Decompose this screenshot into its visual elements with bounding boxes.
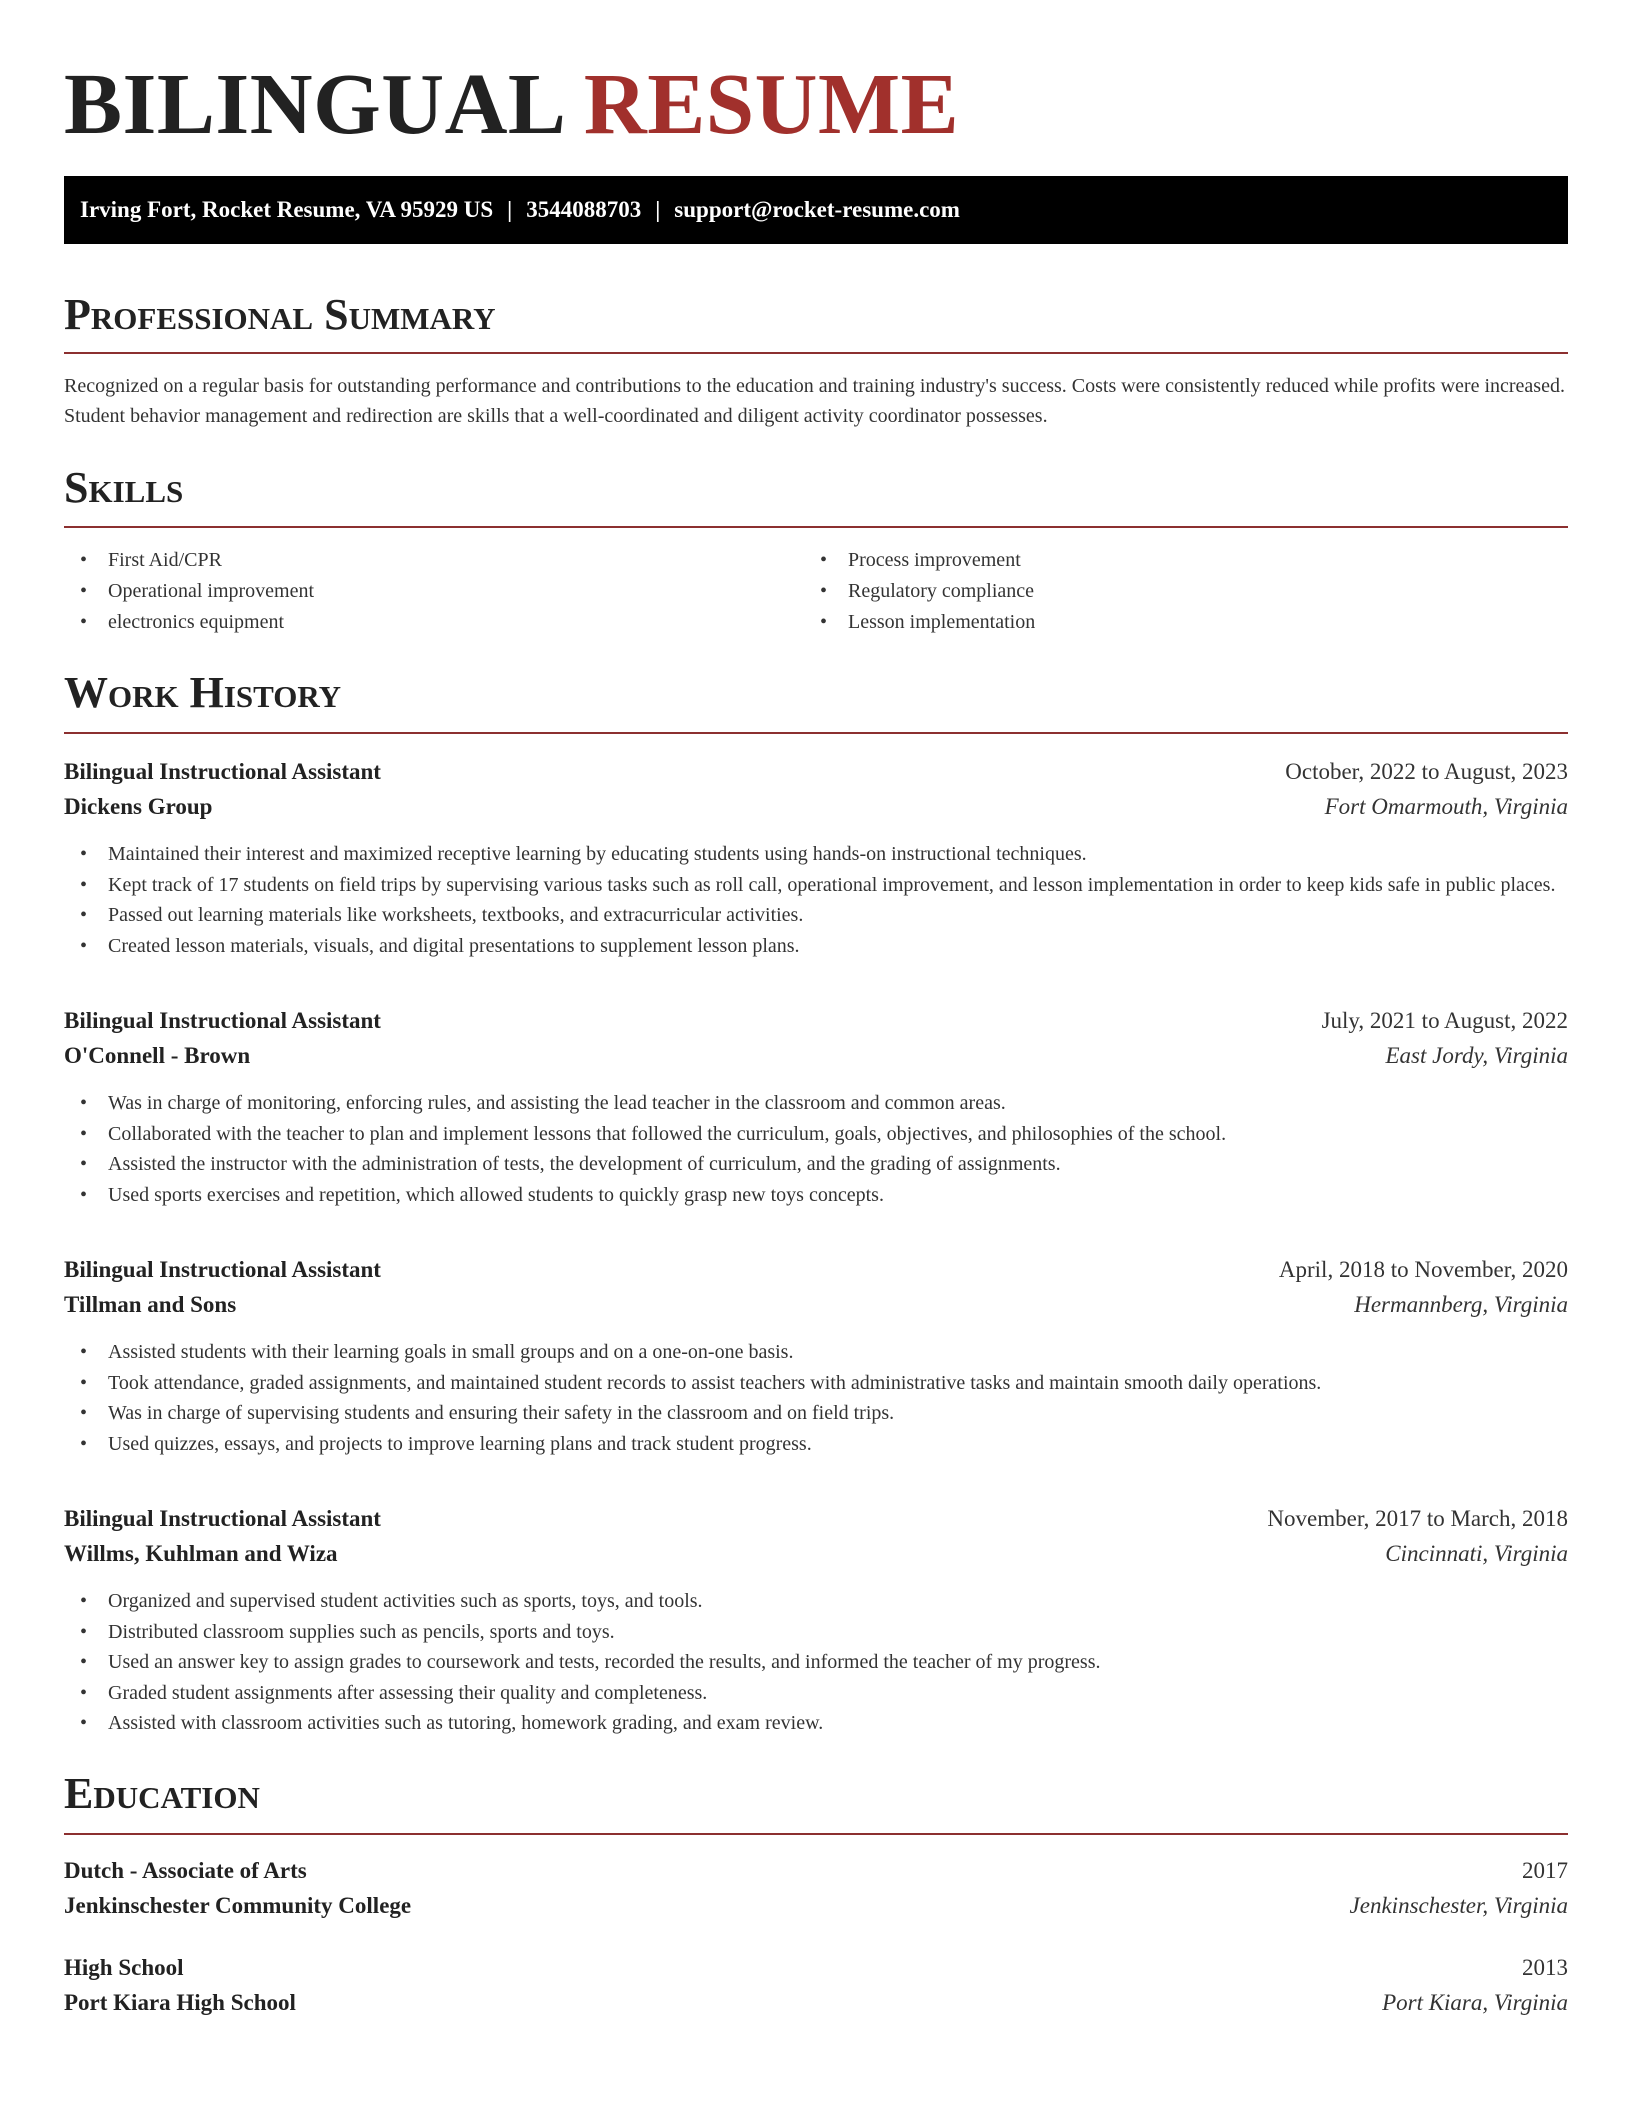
job-dates: July, 2021 to August, 2022	[1321, 1008, 1568, 1033]
education-degree: High School	[64, 1954, 184, 1980]
job-entry	[64, 754, 1568, 961]
education-location: Jenkinschester, Virginia	[1349, 1892, 1568, 1918]
job-duty: • Used quizzes, essays, and projects to improve learning plans and track student progress.	[64, 1429, 1568, 1460]
job-duty: • Assisted with classroom activities such as tutoring, homework grading, and exam review.	[64, 1708, 1568, 1739]
education-year: 2017	[1522, 1857, 1568, 1883]
resume-title	[64, 56, 1568, 152]
skills-grid	[64, 545, 1568, 638]
skills-column-left	[64, 545, 804, 638]
skills-divider	[64, 526, 1568, 528]
education-school: Port Kiara High School	[64, 1989, 296, 2015]
job-duty: • Used sports exercises and repetition, which allowed students to quickly grasp new toys concepts.	[64, 1180, 1568, 1211]
job-company: Tillman and Sons	[64, 1292, 237, 1317]
job-duty: • Used an answer key to assign grades to coursework and tests, recorded the results, and informed the teacher of my progress.	[64, 1647, 1568, 1678]
job-duty: • Assisted students with their learning goals in small groups and on a one-on-one basis.	[64, 1337, 1568, 1368]
education-year: 2013	[1522, 1954, 1568, 1980]
contact-address: Irving Fort, Rocket Resume, VA 95929 US	[80, 197, 494, 222]
job-dates: October, 2022 to August, 2023	[1285, 759, 1568, 784]
job-duty: • Was in charge of supervising students and ensuring their safety in the classroom and on field trips.	[64, 1398, 1568, 1429]
skill-item: • electronics equipment	[64, 607, 804, 638]
education-divider	[64, 1833, 1568, 1835]
job-location: Cincinnati, Virginia	[1385, 1541, 1568, 1566]
education-school: Jenkinschester Community College	[64, 1892, 412, 1918]
job-entry	[64, 1003, 1568, 1210]
job-duty: • Created lesson materials, visuals, and digital presentations to supplement lesson plans.	[64, 931, 1568, 962]
job-dates: April, 2018 to November, 2020	[1278, 1257, 1568, 1282]
job-duties	[64, 1337, 1568, 1459]
job-duties	[64, 1088, 1568, 1210]
job-entry	[64, 1501, 1568, 1739]
job-duty: • Kept track of 17 students on field trips by supervising various tasks such as roll call, operational improvement, and lesson implementation in order to keep kids safe in public places.	[64, 870, 1568, 901]
job-duty: • Took attendance, graded assignments, and maintained student records to assist teachers with administrative tasks and maintain smooth daily operations.	[64, 1368, 1568, 1399]
skill-item: • Operational improvement	[64, 576, 804, 607]
contact-separator: |	[655, 197, 661, 222]
job-duty: • Organized and supervised student activities such as sports, toys, and tools.	[64, 1586, 1568, 1617]
job-dates: November, 2017 to March, 2018	[1267, 1506, 1568, 1531]
job-title: Bilingual Instructional Assistant	[64, 1506, 381, 1531]
job-location: Hermannberg, Virginia	[1354, 1292, 1568, 1317]
skills-column-right	[804, 545, 1544, 638]
job-duties	[64, 839, 1568, 961]
summary-divider	[64, 352, 1568, 354]
skill-item: • Lesson implementation	[804, 607, 1544, 638]
contact-phone: 3544088703	[526, 197, 642, 222]
education-entry	[64, 1950, 1568, 2021]
job-duty: • Collaborated with the teacher to plan and implement lessons that followed the curriculum, goals, objectives, and philosophies of the school.	[64, 1119, 1568, 1150]
job-duty: • Passed out learning materials like worksheets, textbooks, and extracurricular activities.	[64, 900, 1568, 931]
education-heading: Education	[64, 1768, 260, 1818]
job-duty: • Assisted the instructor with the administration of tests, the development of curriculum, and the grading of assignments.	[64, 1149, 1568, 1180]
summary-heading: Professional Summary	[64, 290, 496, 339]
contact-email: support@rocket-resume.com	[674, 197, 960, 222]
skill-item: • Process improvement	[804, 545, 1544, 576]
job-title: Bilingual Instructional Assistant	[64, 759, 381, 784]
contact-separator: |	[507, 197, 513, 222]
job-duty: • Was in charge of monitoring, enforcing rules, and assisting the lead teacher in the classroom and common areas.	[64, 1088, 1568, 1119]
job-location: East Jordy, Virginia	[1385, 1043, 1568, 1068]
title-word-2: RESUME	[583, 55, 960, 152]
education-entry	[64, 1853, 1568, 1924]
job-company: Willms, Kuhlman and Wiza	[64, 1541, 338, 1566]
education-degree: Dutch - Associate of Arts	[64, 1857, 307, 1883]
title-word-1: BILINGUAL	[64, 55, 562, 152]
job-company: O'Connell - Brown	[64, 1043, 251, 1068]
job-entry	[64, 1252, 1568, 1459]
skill-item: • First Aid/CPR	[64, 545, 804, 576]
work-history-heading: Work History	[64, 668, 342, 717]
education-location: Port Kiara, Virginia	[1382, 1989, 1568, 2015]
job-duty: • Distributed classroom supplies such as pencils, sports and toys.	[64, 1617, 1568, 1648]
job-duty: • Graded student assignments after assessing their quality and completeness.	[64, 1678, 1568, 1709]
job-duty: • Maintained their interest and maximized receptive learning by educating students using hands-on instructional techniques.	[64, 839, 1568, 870]
job-title: Bilingual Instructional Assistant	[64, 1257, 381, 1282]
job-title: Bilingual Instructional Assistant	[64, 1008, 381, 1033]
job-duties	[64, 1586, 1568, 1739]
skill-item: • Regulatory compliance	[804, 576, 1544, 607]
job-company: Dickens Group	[64, 794, 213, 819]
contact-bar	[64, 176, 1568, 244]
skills-heading: Skills	[64, 463, 184, 512]
job-location: Fort Omarmouth, Virginia	[1324, 794, 1568, 819]
work-history-divider	[64, 732, 1568, 734]
summary-text: Recognized on a regular basis for outstanding performance and contributions to the education and training industry's success. Costs were consistently reduced while profits were increased. Student behavior management and redirection are skills that a well-coordinated and diligent activity coordinator possesses.	[64, 375, 1565, 427]
